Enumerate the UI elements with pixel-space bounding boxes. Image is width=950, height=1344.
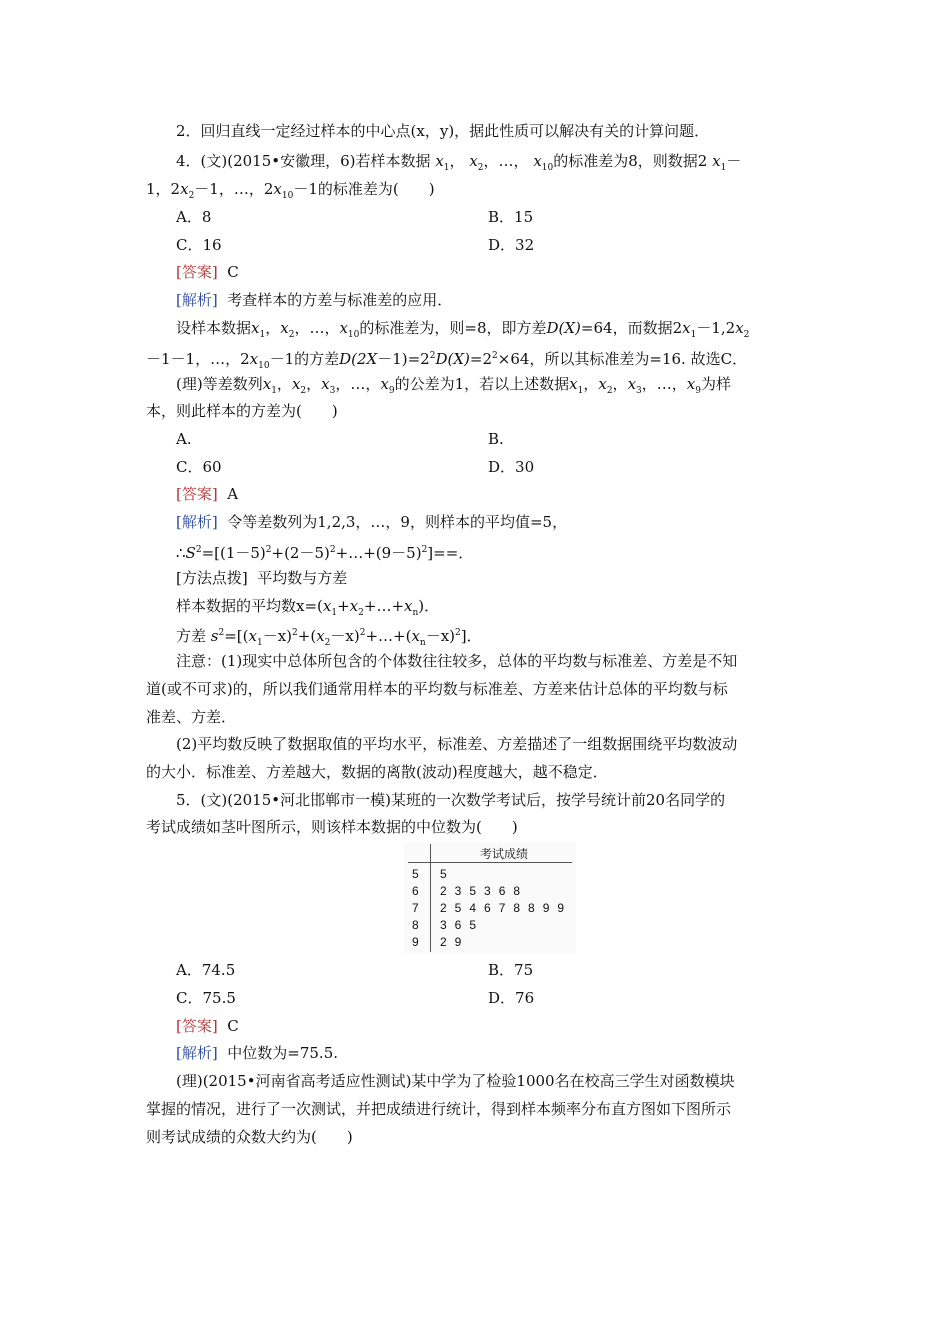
option-b: B. bbox=[488, 430, 504, 448]
stem-leaf-plot: 考试成绩 5 5 6 235368 7 254678899 8 365 9 29 bbox=[404, 842, 576, 954]
question-4l-line-1: (理)等差数列$x_1$，$x_2$，$x_3$，…，$x_9$的公差为1，若以上述数据$x_1$，$x_2$，$x_3$，…，$x_9$为样 bbox=[176, 375, 731, 396]
note-line-3: 准差、方差． bbox=[146, 708, 237, 726]
answer-line: [答案] C bbox=[176, 1017, 239, 1035]
question-4l-line-2: 本，则此样本的方差为( ) bbox=[146, 402, 338, 420]
option-a: A. bbox=[176, 430, 192, 448]
option-d: D．76 bbox=[488, 989, 535, 1007]
answer-line: [答案] A bbox=[176, 485, 239, 503]
answer-line: [答案] C bbox=[176, 263, 239, 281]
solution-line-1: 设样本数据$x_1$，$x_2$，…，$x_{10}$的标准差为，则=8，即方差D(X)=64，而数据$2x_1-1,2x_2$ bbox=[176, 319, 750, 340]
question-4-line-2: 1，$2x_2-1$，…，$2x_{10}-1$的标准差为( ) bbox=[146, 180, 435, 201]
analysis-line: [解析] 令等差数列为1,2,3，…，9，则样本的平均值=5， bbox=[176, 513, 568, 531]
note-line-1: 注意：(1)现实中总体所包含的个体数往往较多，总体的平均数与标准差、方差是不知 bbox=[176, 652, 738, 670]
question-4-line-1: 4．(文)(2015•安徽理，6)若样本数据 $x_1$， $x_2$，…， $x_{10}$的标准差为8，则数据2 $x_1-$ bbox=[176, 152, 742, 173]
question-5-line-2: 考试成绩如茎叶图所示，则该样本数据的中位数为( ) bbox=[146, 818, 518, 836]
note-line-5: 的大小．标准差、方差越大，数据的离散(波动)程度越大，越不稳定． bbox=[146, 763, 608, 781]
analysis-line: [解析] 中位数为=75.5. bbox=[176, 1044, 339, 1062]
stem-leaf-header: 考试成绩 bbox=[479, 847, 528, 861]
variance-formula: 方差 $s^2=[(x_1-x)^2+(x_2-x)^2+\dots+(x_n-x)^2]$． bbox=[176, 627, 482, 648]
option-d: D．32 bbox=[488, 236, 535, 254]
note-line-2: 道(或不可求)的，所以我们通常用样本的平均数与标准差、方差来估计总体的平均数与标 bbox=[146, 680, 728, 698]
analysis-formula: $\therefore S^2=[(1-5)^2+(2-5)^2+\dots+(9-5)^2]==$． bbox=[176, 544, 474, 562]
option-c: C．75.5 bbox=[176, 989, 236, 1007]
solution-line-2: －1－1，…，$2x_{10}-1$的方差$D(2X-1)=2^2D(X)=2^2\times 64$，所以其标准差为=16. 故选C． bbox=[146, 350, 748, 371]
divider bbox=[408, 862, 572, 863]
option-a: A．74.5 bbox=[176, 961, 236, 979]
option-a: A．8 bbox=[176, 208, 212, 226]
method-heading: [方法点拨] 平均数与方差 bbox=[176, 569, 348, 587]
analysis-line: [解析] 考查样本的方差与标准差的应用． bbox=[176, 291, 453, 309]
option-c: C．16 bbox=[176, 236, 222, 254]
question-5l-line-2: 掌握的情况，进行了一次测试，并把成绩进行统计，得到样本频率分布直方图如下图所示 bbox=[146, 1100, 732, 1118]
mean-formula: 样本数据的平均数$x=(x_1+x_2+\dots+x_n)$． bbox=[176, 597, 440, 618]
text-line: 2．回归直线一定经过样本的中心点(x，y)，据此性质可以解决有关的计算问题． bbox=[176, 122, 710, 140]
option-b: B．15 bbox=[488, 208, 534, 226]
note-line-4: (2)平均数反映了数据取值的平均水平，标准差、方差描述了一组数据围绕平均数波动 bbox=[176, 735, 738, 753]
question-5l-line-1: (理)(2015•河南省高考适应性测试)某中学为了检验1000名在校高三学生对函数模块 bbox=[176, 1072, 735, 1090]
divider bbox=[430, 844, 431, 952]
option-b: B．75 bbox=[488, 961, 534, 979]
option-c: C．60 bbox=[176, 458, 222, 476]
option-d: D．30 bbox=[488, 458, 535, 476]
question-5l-line-3: 则考试成绩的众数大约为( ) bbox=[146, 1128, 353, 1146]
question-5-line-1: 5．(文)(2015•河北邯郸市一模)某班的一次数学考试后，按学号统计前20名同学的 bbox=[176, 791, 726, 809]
